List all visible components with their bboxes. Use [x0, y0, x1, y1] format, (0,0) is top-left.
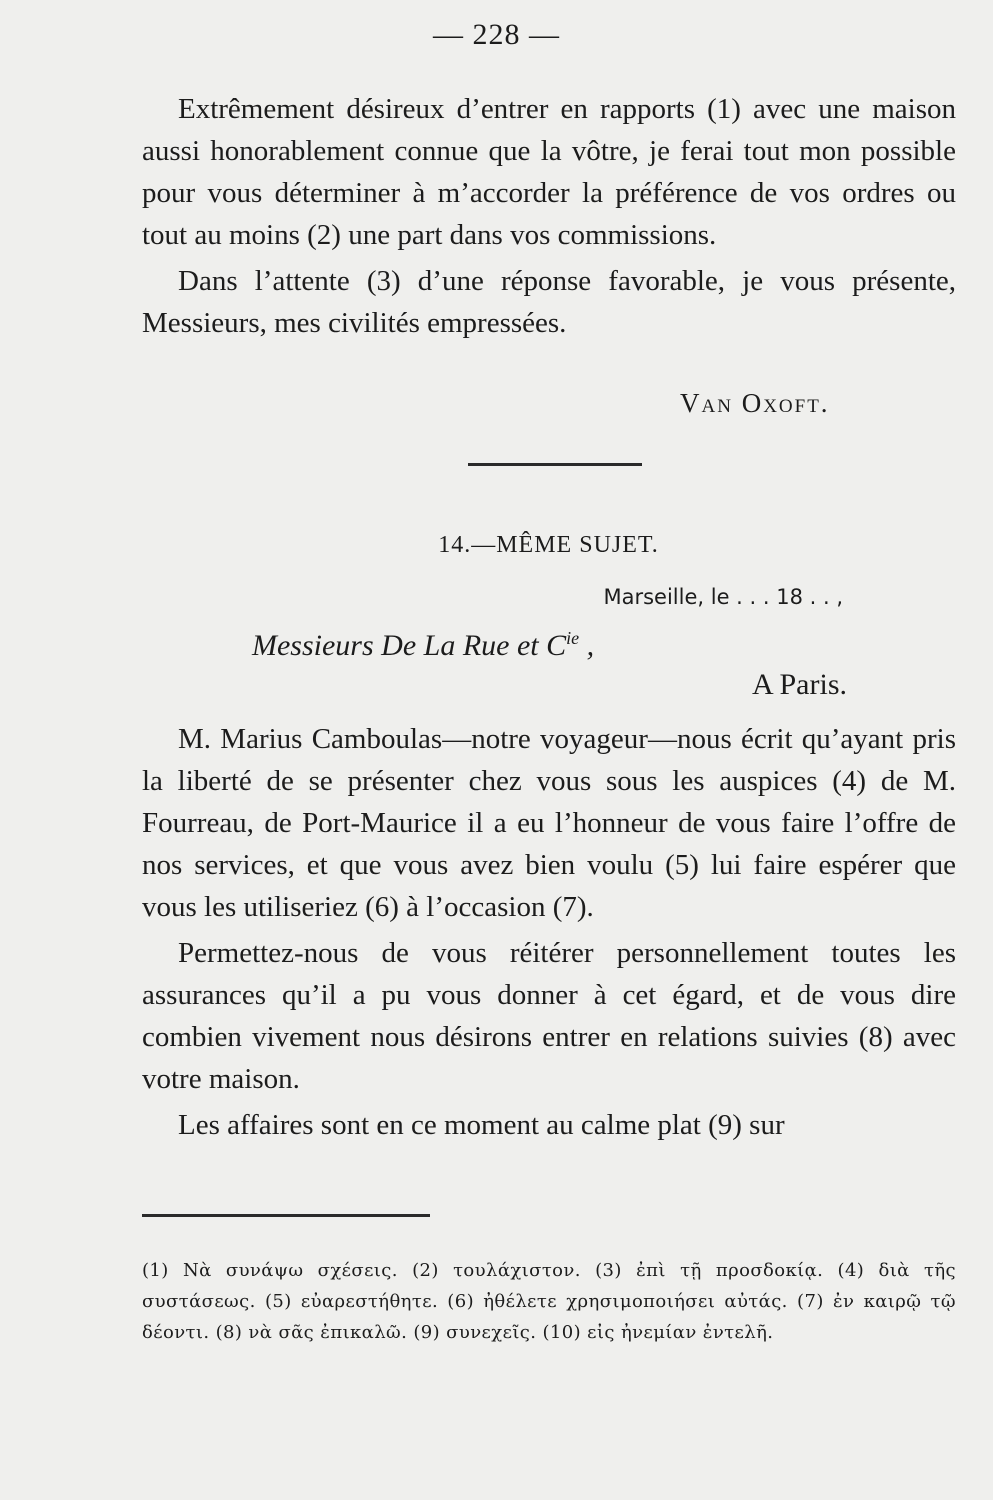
- letter-1-paragraph-1: Extrêmement désireux d’entrer en rapports (1) avec une maison aussi honorablement connue que la vôtre, je ferai tout mon possible pour vous déterminer à m’accorder la préférence de vos ordres ou tout au moins (2) une part dans vos commissions.: [142, 93, 956, 251]
- letter-2-paragraph-2: Permettez-nous de vous réitérer personnellement toutes les assurances qu’il a pu vous donner à cet égard, et de vous dire combien vivement nous désirons entrer en relations suivies (8) avec votre maison.: [142, 937, 956, 1095]
- addressee: [252, 628, 594, 663]
- footnote-rule: [142, 1214, 430, 1217]
- addressee-superscript: ie: [566, 628, 580, 648]
- addressee-end: ,: [579, 629, 595, 662]
- letter-2-paragraph-3: Les affaires sont en ce moment au calme plat (9) sur: [178, 1109, 785, 1141]
- footnotes: (1) Νὰ συνάψω σχέσεις. (2) τουλάχιστον. (3) ἐπὶ τῇ προσδοκίᾳ. (4) διὰ τῆς συστάσεως. (5) εὐαρεστήθητε. (6) ἠθέλετε χρησιμοποιήσει αὐτάς. (7) ἐν καιρῷ τῷ δέοντι. (8) νὰ σᾶς ἐπικαλῶ. (9) συνεχεῖς. (10) εἰς ἠνεμίαν ἐντελῆ.: [142, 1260, 956, 1343]
- section-divider: [468, 463, 642, 466]
- addressee-name: Messieurs De La Rue et C: [252, 629, 567, 662]
- letter-2-body: [142, 718, 956, 1146]
- dateline: Marseille, le . . . 18 . . ,: [603, 585, 843, 609]
- letter-1-paragraph-2: Dans l’attente (3) d’une réponse favorable, je vous présente, Messieurs, mes civilités empressées.: [142, 265, 956, 339]
- signature: Van Oxoft.: [680, 388, 830, 418]
- letter-1-body: [142, 88, 956, 344]
- page-number: — 228 —: [433, 18, 560, 51]
- city: A Paris.: [751, 668, 847, 701]
- section-title: 14.—MÊME SUJET.: [438, 532, 659, 558]
- letter-2-paragraph-1: M. Marius Camboulas—notre voyageur—nous écrit qu’ayant pris la liberté de se présenter chez vous sous les auspices (4) de M. Fourreau, de Port-Maurice il a eu l’honneur de vous faire l’offre de nos services, et que vous avez bien voulu (5) lui faire espérer que vous les utiliseriez (6) à l’occasion (7).: [142, 723, 956, 923]
